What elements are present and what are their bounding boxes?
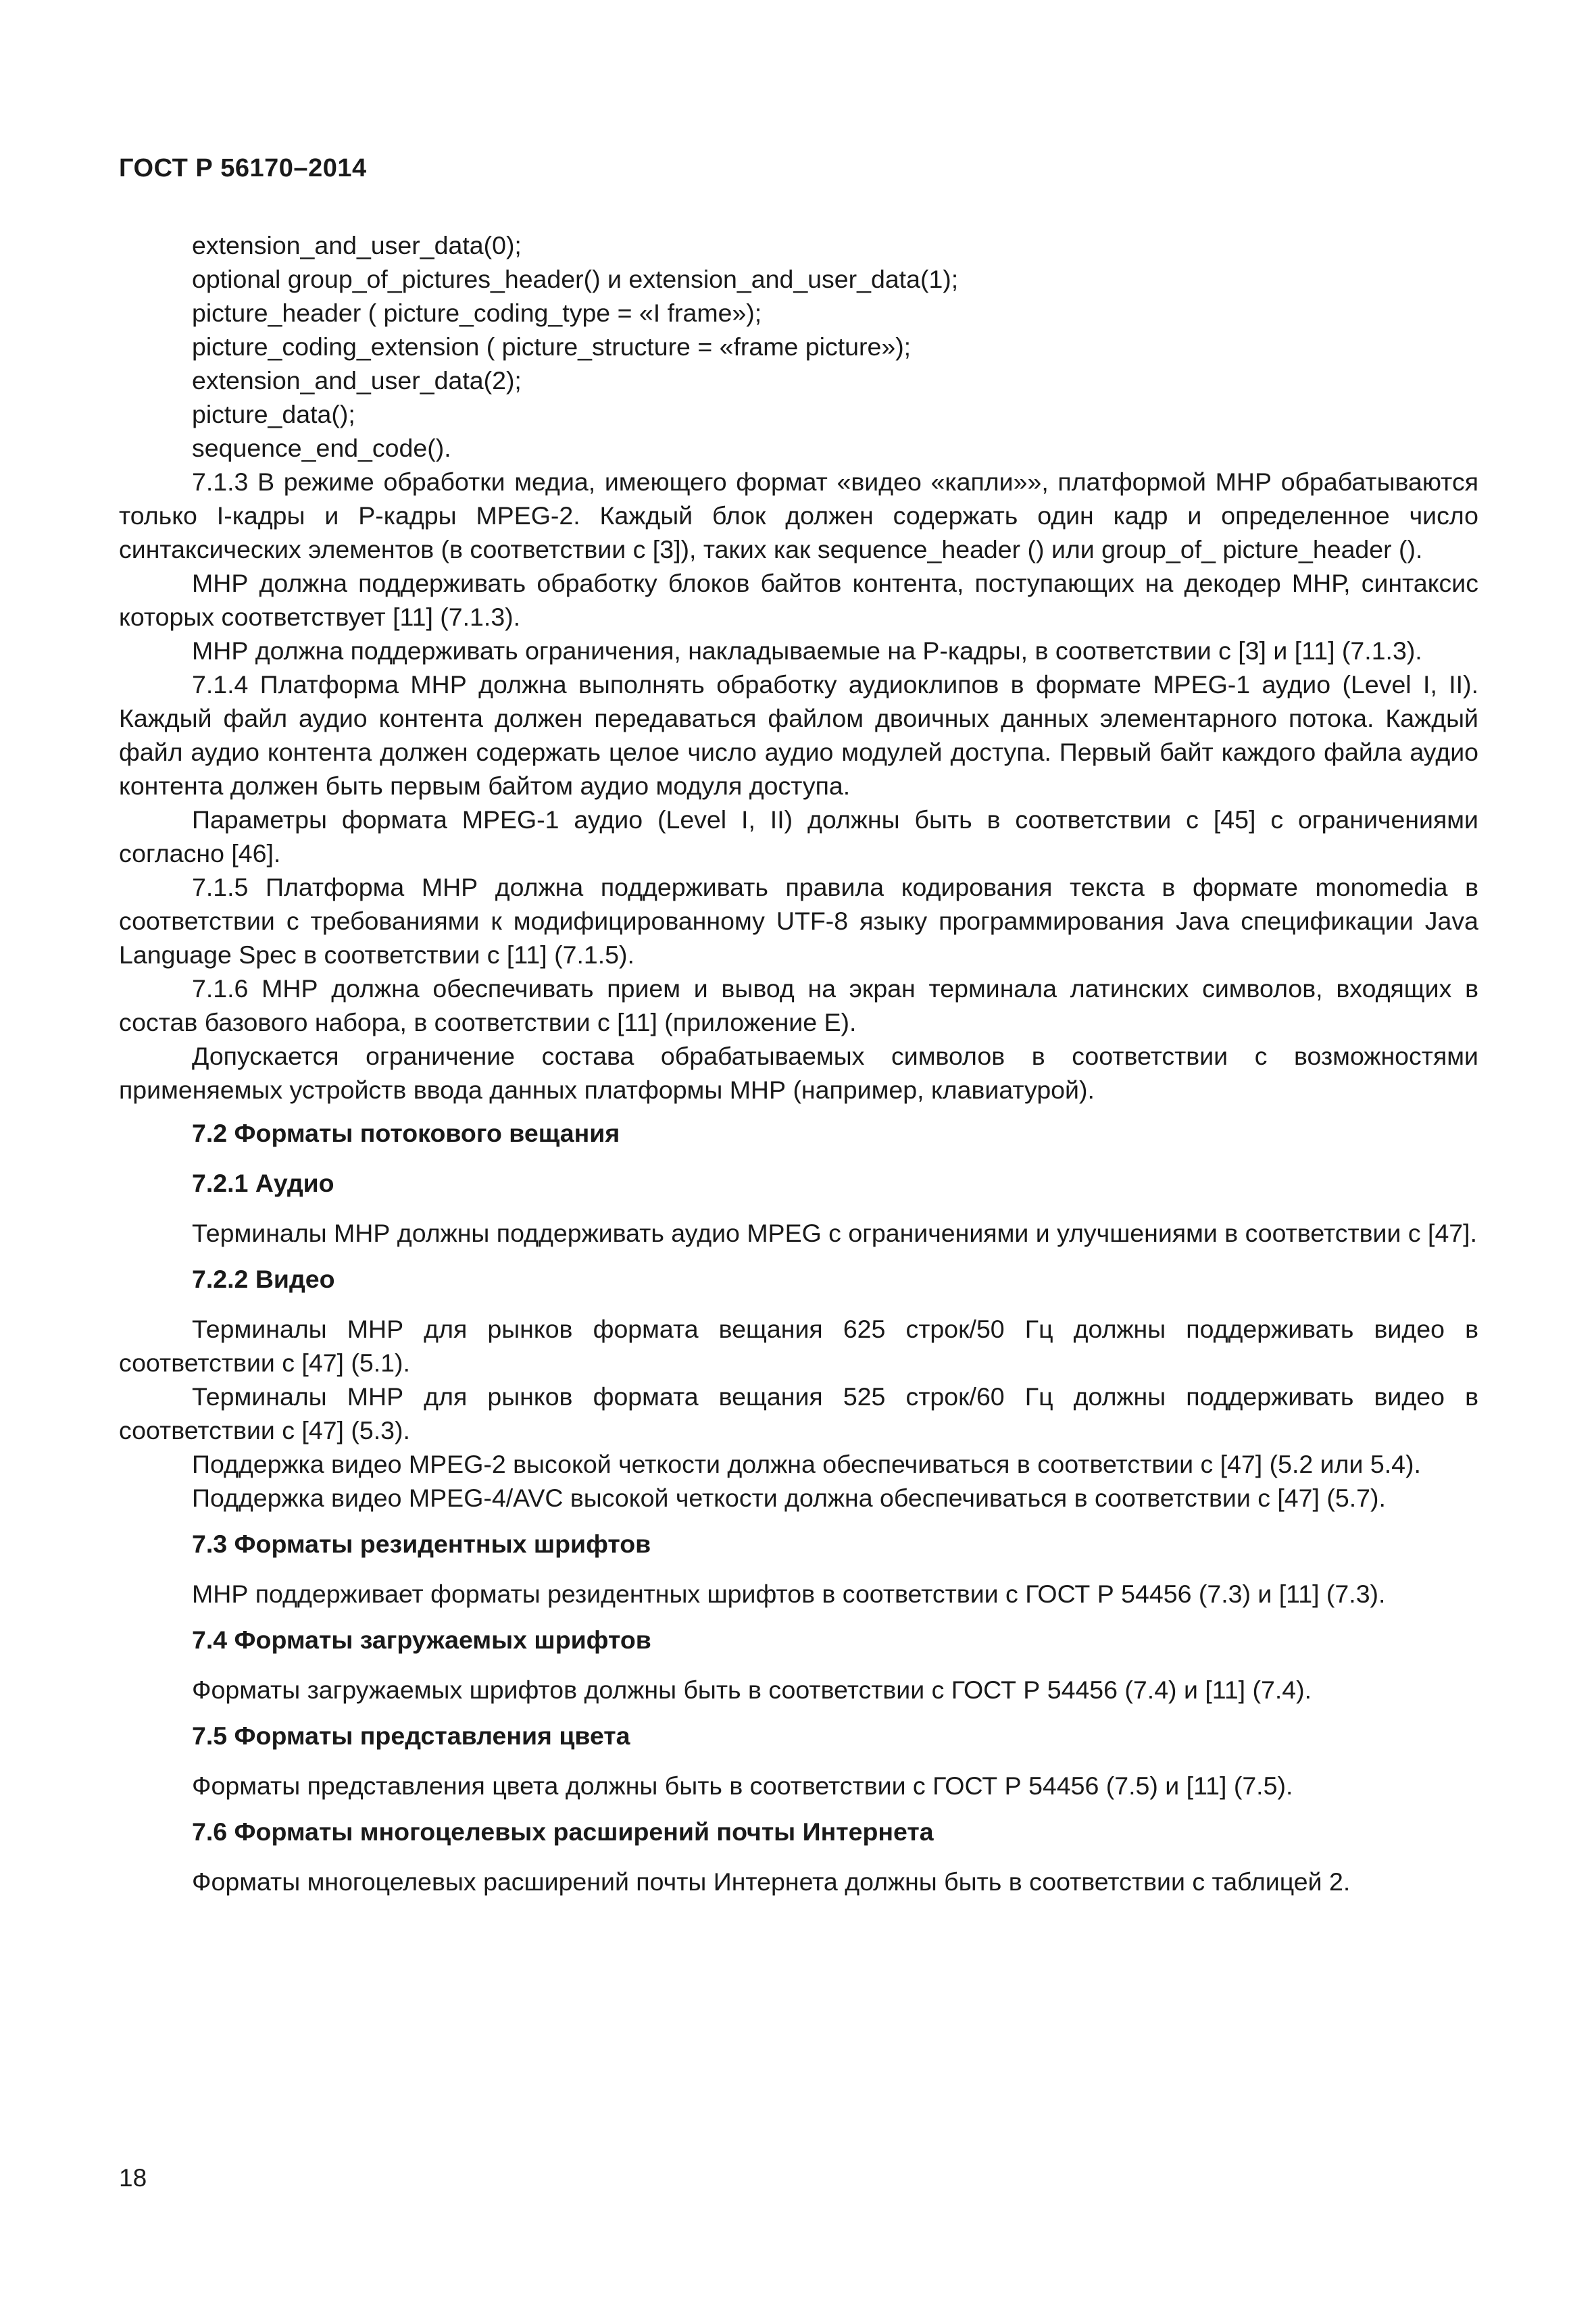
paragraph: Допускается ограничение состава обрабатываемых символов в соответствии с возможностями применяемых устройств ввода данных платформы МНР (например, клавиатурой). xyxy=(119,1042,1478,1104)
paragraph-7-1-4: 7.1.4 Платформа МНР должна выполнять обработку аудиоклипов в формате MPEG-1 аудио (Level I, II). Каждый файл аудио контента должен передаваться файлом двоичных данных элементарного потока. Каждый файл аудио контента должен содержать целое число аудио модулей доступа. Первый байт каждого файла аудио контента должен быть первым байтом аудио модуля доступа. xyxy=(119,670,1478,800)
subsection-heading-7-2-2: 7.2.2 Видео xyxy=(192,1265,335,1293)
paragraph: МНР должна поддерживать обработку блоков байтов контента, поступающих на декодер МНР, синтаксис которых соответствует [11] (7.1.3). xyxy=(119,569,1478,631)
subsection-heading-7-2-1: 7.2.1 Аудио xyxy=(192,1169,334,1197)
paragraph: Терминалы МНР должны поддерживать аудио MPEG с ограничениями и улучшениями в соответствии с [47]. xyxy=(192,1219,1477,1247)
paragraph: Параметры формата MPEG-1 аудио (Level I, II) должны быть в соответствии с [45] с ограничениями согласно [46]. xyxy=(119,805,1478,867)
paragraph: МНР поддерживает форматы резидентных шрифтов в соответствии с ГОСТ Р 54456 (7.3) и [11] (7.3). xyxy=(192,1580,1386,1608)
paragraph-7-1-3: 7.1.3 В режиме обработки медиа, имеющего формат «видео «капли»», платформой МНР обрабатываются только I-кадры и Р-кадры MPEG-2. Каждый блок должен содержать один кадр и определенное число синтаксических элементов (в соответствии с [3]), таких как sequence_header () или group_of_ picture_header (). xyxy=(119,468,1478,563)
section-heading-7-2: 7.2 Форматы потокового вещания xyxy=(192,1119,620,1147)
code-line: optional group_of_pictures_header() и extension_and_user_data(1); xyxy=(192,265,959,293)
paragraph: Форматы многоцелевых расширений почты Интернета должны быть в соответствии с таблицей 2. xyxy=(192,1867,1351,1896)
code-line: picture_header ( picture_coding_type = «I frame»); xyxy=(192,299,762,327)
code-line: extension_and_user_data(0); xyxy=(192,231,522,259)
code-line: sequence_end_code(). xyxy=(192,434,451,462)
document-id-header: ГОСТ Р 56170–2014 xyxy=(119,154,367,182)
code-line: picture_data(); xyxy=(192,400,355,428)
paragraph-7-1-6: 7.1.6 МНР должна обеспечивать прием и вывод на экран терминала латинских символов, входящих в состав базового набора, в соответствии с [11] (приложение Е). xyxy=(119,974,1478,1036)
page-number: 18 xyxy=(119,2164,147,2192)
section-heading-7-3: 7.3 Форматы резидентных шрифтов xyxy=(192,1530,651,1558)
paragraph-7-1-5: 7.1.5 Платформа МНР должна поддерживать правила кодирования текста в формате monomedia в соответствии с требованиями к модифицированному UTF-8 языку программирования Java спецификации Java Language Spec в соответствии с [11] (7.1.5). xyxy=(119,873,1478,969)
paragraph: Терминалы МНР для рынков формата вещания 525 строк/60 Гц должны поддерживать видео в соответствии с [47] (5.3). xyxy=(119,1382,1478,1444)
paragraph: Терминалы МНР для рынков формата вещания 625 строк/50 Гц должны поддерживать видео в соответствии с [47] (5.1). xyxy=(119,1315,1478,1377)
page-body xyxy=(119,228,1478,1898)
section-heading-7-5: 7.5 Форматы представления цвета xyxy=(192,1721,630,1750)
paragraph: Форматы загружаемых шрифтов должны быть в соответствии с ГОСТ Р 54456 (7.4) и [11] (7.4). xyxy=(192,1676,1312,1704)
section-heading-7-4: 7.4 Форматы загружаемых шрифтов xyxy=(192,1626,651,1654)
paragraph: Поддержка видео MPEG-4/AVC высокой четкости должна обеспечиваться в соответствии с [47] (5.7). xyxy=(192,1484,1386,1512)
paragraph: Поддержка видео MPEG-2 высокой четкости должна обеспечиваться в соответствии с [47] (5.2 или 5.4). xyxy=(192,1450,1421,1478)
code-line: extension_and_user_data(2); xyxy=(192,366,522,395)
paragraph: Форматы представления цвета должны быть в соответствии с ГОСТ Р 54456 (7.5) и [11] (7.5). xyxy=(192,1771,1293,1800)
code-line: picture_coding_extension ( picture_structure = «frame picture»); xyxy=(192,332,912,361)
code-block xyxy=(119,228,1478,465)
section-heading-7-6: 7.6 Форматы многоцелевых расширений почты Интернета xyxy=(192,1817,934,1846)
paragraph: МНР должна поддерживать ограничения, накладываемые на Р-кадры, в соответствии с [3] и [11] (7.1.3). xyxy=(192,636,1422,665)
